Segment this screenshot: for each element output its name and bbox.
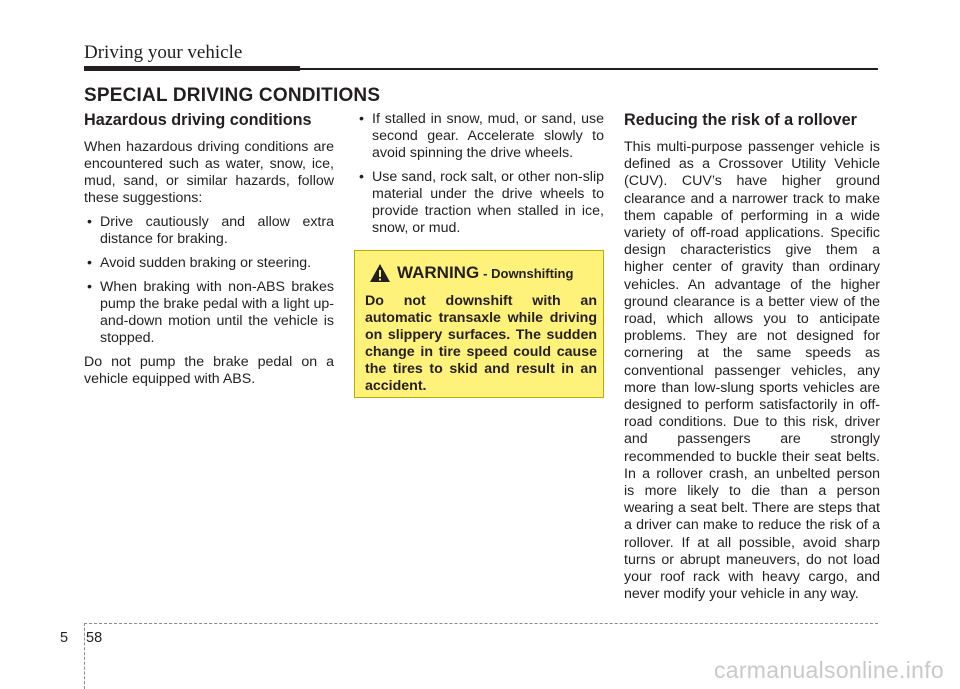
column-rollover (624, 111, 880, 603)
warning-label: WARNING (397, 263, 480, 282)
bullet-icon: • (359, 169, 364, 185)
warning-text: Do not downshift with an automatic transaxle while driving on slippery surfaces. The sudden change in tire speed could cause the tires to skid and result in an accident. (365, 293, 597, 394)
header-rule-thick (84, 66, 300, 71)
warning-subtitle: - Downshifting (483, 265, 574, 281)
intro-paragraph: When hazardous driving conditions are encountered such as water, snow, ice, mud, sand, or similar hazards, follow these suggestions: (84, 139, 334, 206)
heading-rollover: Reducing the risk of a rollover (624, 111, 857, 129)
bullet-icon: • (359, 111, 364, 127)
list-item: • If stalled in snow, mud, or sand, use second gear. Accelerate slowly to avoid spinning the drive wheels. (359, 111, 604, 161)
column-stalled-tips (356, 111, 604, 244)
footer-rule (84, 623, 878, 625)
page-number: 58 (86, 630, 103, 646)
list-item: • Avoid sudden braking or steering. (87, 255, 312, 271)
footer-divider (84, 623, 85, 689)
bullet-icon: • (87, 214, 92, 230)
heading-hazardous-driving: Hazardous driving conditions (84, 111, 312, 129)
list-item: • Use sand, rock salt, or other non-slip material under the drive wheels to provide traction when stalled in ice, snow, or mud. (359, 169, 604, 236)
section-title: SPECIAL DRIVING CONDITIONS (84, 85, 381, 106)
warning-triangle-icon (369, 263, 391, 283)
bullet-icon: • (87, 255, 92, 271)
stalled-tips-list (356, 111, 604, 237)
bullet-icon: • (87, 279, 92, 295)
suggestion-list (84, 214, 334, 347)
list-item: • Drive cautiously and allow extra distance for braking. (87, 214, 334, 247)
header-rule-thin (300, 68, 878, 70)
warning-header (369, 261, 573, 285)
list-item: • When braking with non-ABS brakes pump the brake pedal with a light up-and-down motion until the vehicle is stopped. (87, 279, 334, 346)
chapter-title: Driving your vehicle (84, 42, 243, 63)
abs-note: Do not pump the brake pedal on a vehicle equipped with ABS. (84, 354, 334, 387)
watermark: carmanualsonline.info (713, 657, 944, 683)
rollover-paragraph: This multi-purpose passenger vehicle is defined as a Crossover Utility Vehicle (CUV). CUV’s have higher ground clearance and a narrower track to make them capable of performing in a wide variety of off-road applications. Specific design characteristics give them a higher center of gravity than ordinary vehicles. An advantage of the higher ground clearance is a better view of the road, which allows you to anticipate problems. They are not designed for cornering at the same speeds as conventional passenger vehicles, any more than low-slung sports vehicles are designed to perform satisfactorily in off-road conditions. Due to this risk, driver and passengers are strongly recommended to buckle their seat belts. In a rollover crash, an unbelted person is more likely to die than a person wearing a seat belt. There are steps that a driver can make to reduce the risk of a rollover. If at all possible, avoid sharp turns or abrupt maneuvers, do not load your roof rack with heavy cargo, and never modify your vehicle in any way. (624, 139, 880, 603)
page-chapter-number: 5 (60, 630, 69, 646)
column-hazardous-conditions (84, 111, 334, 395)
warning-box (354, 250, 604, 398)
